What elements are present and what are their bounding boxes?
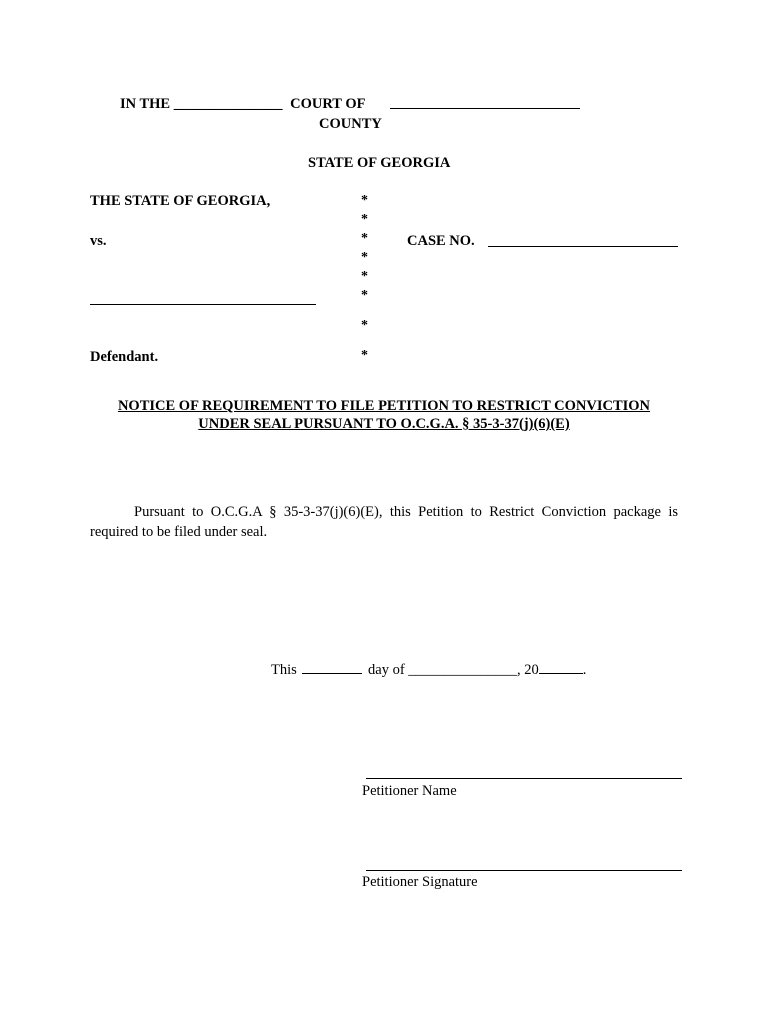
separator-star-4: * xyxy=(361,250,368,265)
separator-star-1: * xyxy=(361,193,368,208)
plaintiff-name: THE STATE OF GEORGIA, xyxy=(90,193,271,209)
case-number-label: CASE NO. xyxy=(407,233,475,249)
court-of-label: COURT OF xyxy=(290,96,366,112)
versus-label: vs. xyxy=(90,233,107,249)
separator-star-6: * xyxy=(361,288,368,303)
petitioner-name-label: Petitioner Name xyxy=(362,783,457,799)
date-this-label: This xyxy=(271,662,297,678)
case-number-line xyxy=(488,246,678,247)
date-day-of-label: day of _______________, 20 xyxy=(368,662,539,678)
separator-star-2: * xyxy=(361,212,368,227)
county-name-line xyxy=(390,108,580,109)
separator-star-7: * xyxy=(361,318,368,333)
court-caption-in-the xyxy=(120,96,365,113)
date-period: . xyxy=(582,662,587,678)
petitioner-signature-line xyxy=(366,870,682,871)
day-blank xyxy=(302,659,362,674)
county-label: COUNTY xyxy=(319,116,382,132)
separator-star-8: * xyxy=(361,348,368,363)
state-heading: STATE OF GEORGIA xyxy=(308,155,451,171)
notice-title-line-2: UNDER SEAL PURSUANT TO O.C.G.A. § 35-3-37(j)(6)(E) xyxy=(198,416,570,432)
notice-body xyxy=(90,502,678,542)
notice-body-text: Pursuant to O.C.G.A § 35-3-37(j)(6)(E), this Petition to Restrict Conviction package is required to be filed under seal. xyxy=(90,504,678,540)
defendant-name-line xyxy=(90,304,316,305)
date-line xyxy=(271,659,586,679)
court-name-blank: IN THE _______________ xyxy=(120,96,283,112)
notice-title-line-1: NOTICE OF REQUIREMENT TO FILE PETITION TO RESTRICT CONVICTION xyxy=(117,398,651,414)
year-blank xyxy=(539,659,583,674)
separator-star-3: * xyxy=(361,231,368,246)
separator-star-5: * xyxy=(361,269,368,284)
defendant-label: Defendant. xyxy=(90,349,159,365)
petitioner-signature-label: Petitioner Signature xyxy=(362,874,478,890)
petitioner-name-line xyxy=(366,778,682,779)
